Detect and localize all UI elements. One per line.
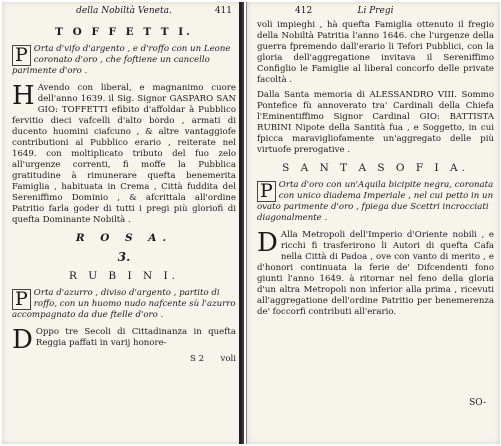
body-paragraph: Avendo con liberal, e magnanimo cuore dell'anno 1639. il Sig. Signor GASPARO SAN GIO: TOFFETTI efibito d'affoldar à Pubblico fervitio dieci vafcelli d'alto bordo , armati di ducento huomini ciafcuno , & altre vantaggiofe contributioni al Pubblico erario , reiterate nel 1649. con moltiplicato tributo del fuo zelo all'urgenze correnti, fi moffe la Pubblica gratitudine à rimunerare quefta benemerita Famiglia , habituata in Crema , Città fuddita del Sereniffimo Dominio , & afcrittala all'ordine Patritio farla goder di tutti i pregi più gloriofi di quefta Dominante Nobiltà . bbox=[12, 83, 236, 225]
page-footer-line bbox=[12, 354, 236, 365]
arms-initial: P bbox=[257, 181, 276, 202]
body-paragraph-rubini-cardinal: Dalla Santa memoria di ALESSANDRO VIII. Sommo Pontefice fù annoverato tra' Cardinali della Chiefa l'Eminentiffimo Signor Cardinal GIO: BATTISTA RUBINI Nipote della Santità fua , e Soggetto, in cui fpicca maravigliofamente un'aggregato delle più virtuofe prerogative . bbox=[257, 90, 494, 155]
right-page bbox=[246, 2, 500, 444]
coat-of-arms-description-rubini bbox=[12, 288, 236, 321]
right-running-head bbox=[257, 6, 494, 20]
continued-paragraph bbox=[257, 20, 494, 156]
gutter-shadow bbox=[239, 2, 242, 444]
arms-text: Orta d'vifo d'argento , e d'roffo con un Leone coronato d'oro , che foftiene un cancello parimente d'oro . bbox=[12, 44, 231, 76]
section-heading-rosa: R O S A. bbox=[75, 232, 173, 244]
left-running-head bbox=[12, 6, 236, 20]
left-page-number: 411 bbox=[214, 6, 232, 16]
coat-of-arms-description-santa-sofia bbox=[257, 180, 494, 224]
arms-initial: P bbox=[12, 45, 31, 66]
section-numeral: 3. bbox=[117, 250, 131, 264]
left-running-title: della Nobiltà Veneta. bbox=[76, 6, 172, 16]
section-heading-santa-sofia: S A N T A S O F I A. bbox=[282, 162, 469, 174]
arms-text: Orta d'azurro , diviso d'argento , partito di roffo, con un huomo nudo nafcente sù l'azurro accompagnato da due ftelle d'oro . bbox=[12, 288, 236, 320]
coat-of-arms-description-toffetti bbox=[12, 44, 236, 77]
drop-cap: H bbox=[12, 81, 35, 111]
arms-text: Orta d'oro con un'Aquila bicipite negra, coronata con unico diadema Imperiale , nel cui petto in un ovato parimente d'oro , fpiega due Scettri incrocciati diagonalmente . bbox=[257, 180, 494, 223]
body-paragraph: voli impieghi , hà quefta Famiglia ottenuto il fregio della Nobiltà Patritia l'anno 1646. che l'urgenze della guerra fpremendo dall'erario li Tefori Pubblici, con la gloria dell'aggregatione invitava il Sereniffimo Configlio le Famiglie al liberal concorfo delle private facoltà . bbox=[257, 20, 494, 85]
catchword: SO- bbox=[469, 398, 486, 408]
drop-cap: D bbox=[257, 228, 278, 258]
body-text-rubini bbox=[12, 325, 236, 355]
right-page-number: 412 bbox=[295, 6, 313, 16]
left-page bbox=[2, 2, 244, 444]
drop-cap: D bbox=[12, 325, 33, 355]
section-heading-toffetti: T O F F E T T I. bbox=[55, 26, 193, 38]
signature-mark: S 2 bbox=[189, 354, 205, 364]
arms-initial: P bbox=[12, 289, 31, 310]
right-running-title: Li Pregi bbox=[357, 6, 394, 16]
section-heading-rubini: R U B I N I. bbox=[69, 270, 179, 282]
catchword: voli bbox=[220, 354, 236, 364]
body-paragraph: Alla Metropoli dell'Imperio d'Oriente nobili , e ricchi fi trasferirono li Autori di quefta Cafa nella Città di Padoa , ove con vanto di merito , e d'honori continuata la ferie de' Difcendenti fono giunti l'anno 1649. à ritornar nel feno della gloria d'un altra Metropoli non inferior alla prima , ricevuti all'aggregatione dell'ordine Patritio per benemerenza de' foccorfi contributi all'erario. bbox=[257, 230, 494, 317]
body-paragraph: Oppo tre Secoli di Cittadinanza in quefta Reggia paffati in varij honore- bbox=[35, 327, 236, 348]
body-text-santa-sofia bbox=[257, 230, 494, 318]
body-text-toffetti bbox=[12, 83, 236, 226]
